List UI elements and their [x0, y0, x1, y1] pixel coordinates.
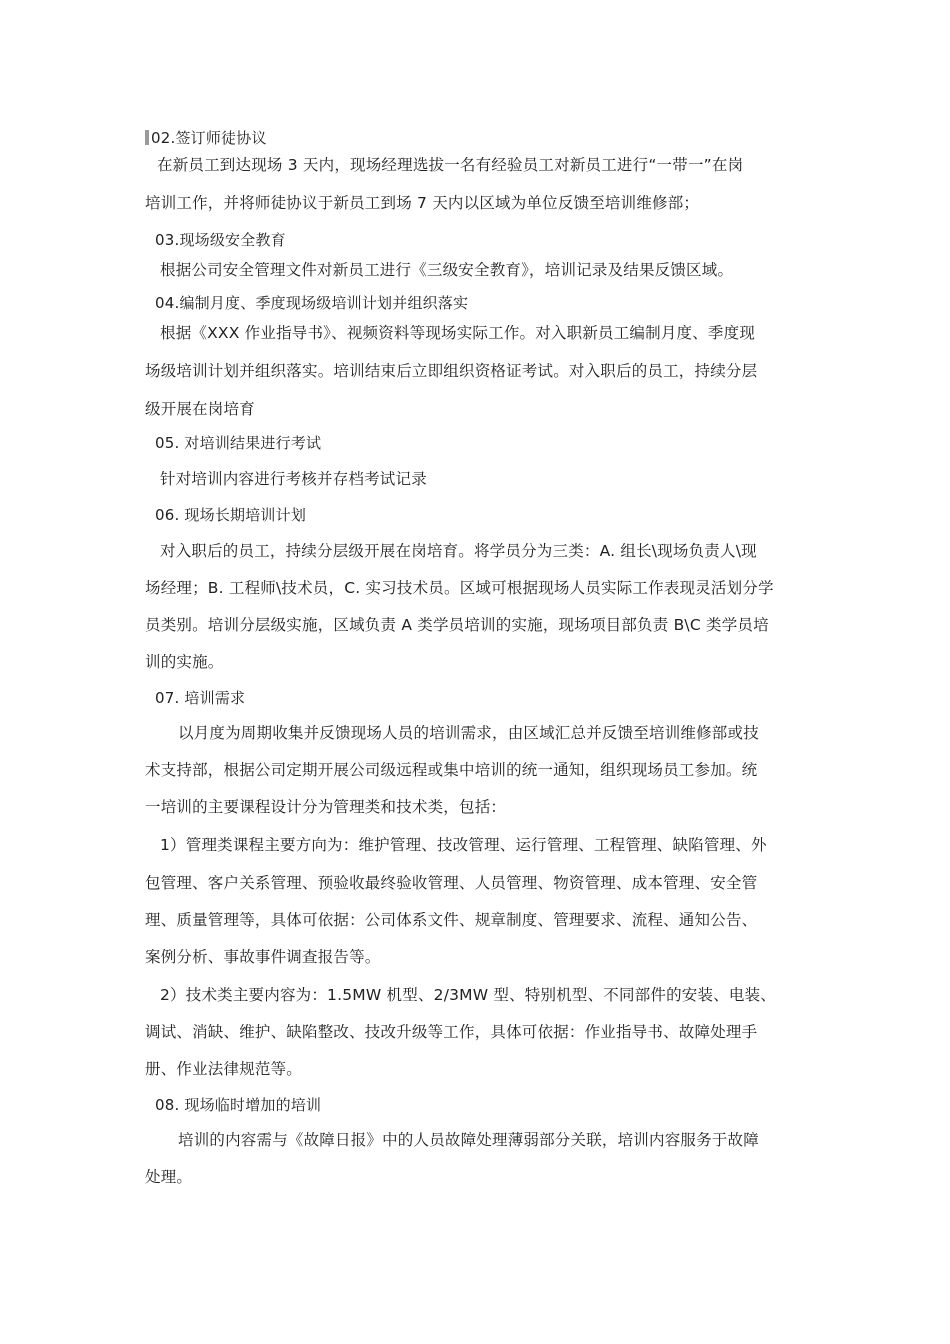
paragraph-line: 在新员工到达现场 3 天内，现场经理选拔一名有经验员工对新员工进行“一带一”在岗 [157, 156, 744, 174]
paragraph-marker [145, 130, 149, 145]
paragraph-line: 调试、消缺、维护、缺陷整改、技改升级等工作，具体可依据：作业指导书、故障处理手 [145, 1023, 758, 1041]
paragraph-line: 场级培训计划并组织落实。培训结束后立即组织资格证考试。对入职后的员工，持续分层 [145, 362, 758, 380]
paragraph-line: 册、作业法律规范等。 [145, 1060, 303, 1078]
paragraph-line: 训的实施。 [145, 653, 224, 671]
list-item-management: 1）管理类课程主要方向为：维护管理、技改管理、运行管理、工程管理、缺陷管理、外 [160, 836, 767, 854]
paragraph-line: 场经理；B. 工程师\技术员，C. 实习技术员。区域可根据现场人员实际工作表现灵活划分学 [145, 579, 774, 597]
paragraph-line: 对入职后的员工，持续分层级开展在岗培育。将学员分为三类：A. 组长\现场负责人\现 [160, 542, 757, 560]
paragraph-line: 培训工作，并将师徒协议于新员工到场 7 天内以区域为单位反馈至培训维修部； [145, 194, 700, 212]
section-heading-07: 07. 培训需求 [155, 689, 246, 707]
paragraph-line: 一培训的主要课程设计分为管理类和技术类，包括： [145, 798, 507, 816]
section-heading-05: 05. 对培训结果进行考试 [155, 434, 322, 452]
paragraph-line: 根据《XXX 作业指导书》、视频资料等现场实际工作。对入职新员工编制月度、季度现 [160, 324, 756, 342]
paragraph-line: 级开展在岗培育 [145, 400, 255, 418]
paragraph-line: 术支持部，根据公司定期开展公司级远程或集中培训的统一通知，组织现场员工参加。统 [145, 761, 758, 779]
section-heading-04: 04.编制月度、季度现场级培训计划并组织落实 [155, 294, 469, 312]
section-heading-06: 06. 现场长期培训计划 [155, 506, 307, 524]
section-heading-03: 03.现场级安全教育 [155, 231, 286, 249]
section-heading-08: 08. 现场临时增加的培训 [155, 1096, 322, 1114]
paragraph-line: 根据公司安全管理文件对新员工进行《三级安全教育》，培训记录及结果反馈区域。 [160, 261, 734, 279]
section-heading-02: 02.签订师徒协议 [151, 129, 267, 147]
paragraph-line: 案例分析、事故事件调查报告等。 [145, 948, 381, 966]
paragraph-line: 包管理、客户关系管理、预验收最终验收管理、人员管理、物资管理、成本管理、安全管 [145, 874, 758, 892]
paragraph-line: 针对培训内容进行考核并存档考试记录 [160, 470, 427, 488]
paragraph-line: 员类别。培训分层级实施，区域负责 A 类学员培训的实施，现场项目部负责 B\C 类学员培 [145, 616, 769, 634]
list-item-technical: 2）技术类主要内容为：1.5MW 机型、2/3MW 型、特别机型、不同部件的安装、电装、 [160, 986, 777, 1004]
paragraph-line: 培训的内容需与《故障日报》中的人员故障处理薄弱部分关联，培训内容服务于故障 [178, 1131, 759, 1149]
paragraph-line: 处理。 [145, 1168, 193, 1186]
paragraph-line: 理、质量管理等，具体可依据：公司体系文件、规章制度、管理要求、流程、通知公告、 [145, 911, 758, 929]
paragraph-line: 以月度为周期收集并反馈现场人员的培训需求，由区域汇总并反馈至培训维修部或技 [178, 724, 759, 742]
